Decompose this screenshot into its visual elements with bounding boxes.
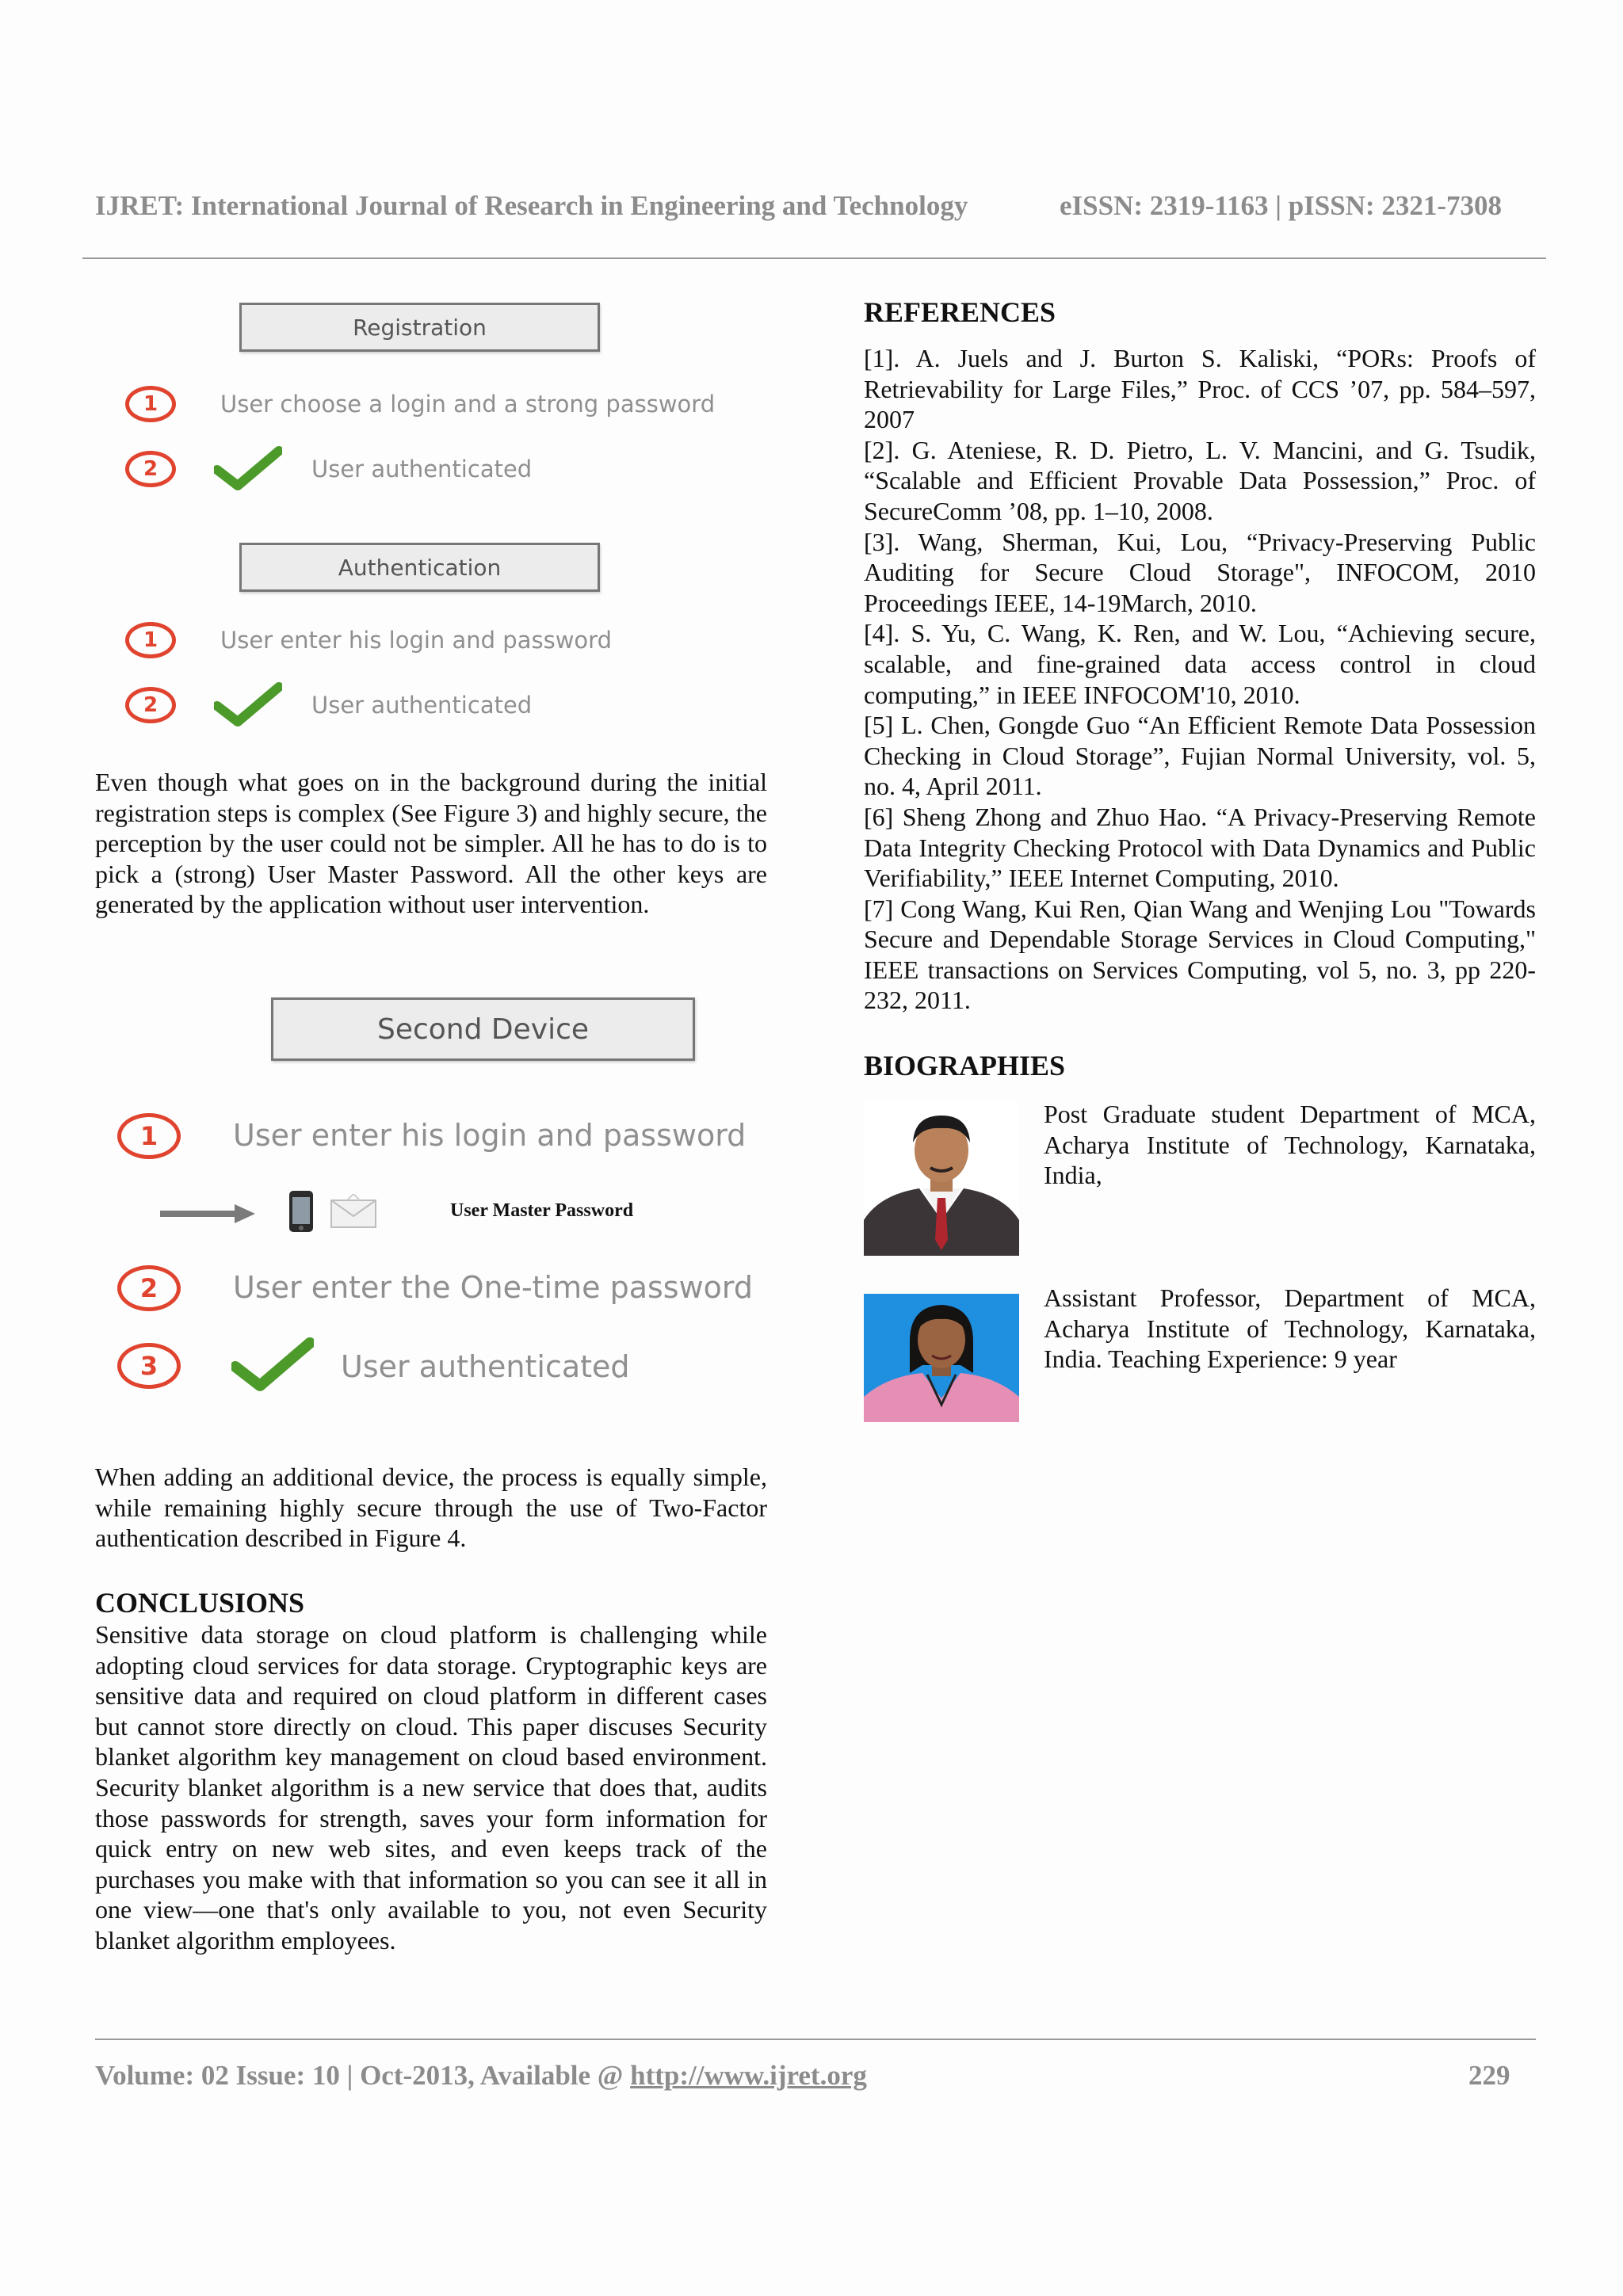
second-step1-text: User enter his login and password [233, 1118, 747, 1153]
smartphone-icon [288, 1189, 315, 1234]
reference-item: [5] L. Chen, Gongde Guo “An Efficient Remote Data Possession Checking in Cloud Storage”, Fujian Normal University, vol. 5, no. 4, April 2011. [864, 711, 1536, 801]
journal-title: IJRET: International Journal of Research in Engineering and Technology [95, 190, 968, 221]
journal-link[interactable]: http://www.ijret.org [630, 2060, 867, 2091]
registration-figure [95, 289, 777, 737]
bio-text: Assistant Professor, Department of MCA, Acharya Institute of Technology, Karnataka, India. Teaching Experience: 9 year [1044, 1283, 1536, 1374]
step-number-icon: 2 [125, 687, 176, 723]
authentication-label: Authentication [338, 554, 502, 581]
checkmark-icon [214, 682, 282, 727]
body-paragraph: Even though what goes on in the background during the initial registration steps is complex (See Figure 3) and highly secure, the perception by the user could not be simpler. All he has to do is to pick a (strong) User Master Password. All the other keys are generated by the application without user intervention. [95, 768, 767, 919]
auth-step2-text: User authenticated [311, 692, 533, 719]
step-number-icon: 3 [117, 1343, 181, 1389]
second-device-figure [95, 986, 777, 1422]
volume-info: Volume: 02 Issue: 10 | Oct-2013, Available @ [95, 2060, 631, 2091]
checkmark-icon [231, 1337, 314, 1392]
bio-text: Post Graduate student Department of MCA, Acharya Institute of Technology, Karnataka, India, [1044, 1100, 1536, 1190]
reference-item: [7] Cong Wang, Kui Ren, Qian Wang and Wenjing Lou "Towards Secure and Dependable Storage Services in Cloud Computing," IEEE transactions on Services Computing, vol 5, no. 3, pp 220-232, 2011. [864, 894, 1536, 1015]
reference-item: [4]. S. Yu, C. Wang, K. Ren, and W. Lou, “Achieving secure, scalable, and fine-grained data access control in cloud computing,” in IEEE INFOCOM'10, 2010. [864, 619, 1536, 709]
step-number-icon: 1 [117, 1113, 181, 1159]
reference-item: [3]. Wang, Sherman, Kui, Lou, “Privacy-Preserving Public Auditing for Secure Cloud Storage", INFOCOM, 2010 Proceedings IEEE, 14-19March, 2010. [864, 527, 1536, 617]
envelope-icon [330, 1194, 379, 1229]
auth-step1-text: User enter his login and password [220, 627, 612, 654]
reg-step2-text: User authenticated [311, 456, 533, 482]
registration-box [239, 303, 600, 352]
authentication-box [239, 543, 600, 592]
reg-step1-text: User choose a login and a strong password [220, 391, 716, 418]
reference-item: [2]. G. Ateniese, R. D. Pietro, L. V. Mancini, and G. Tsudik, “Scalable and Efficient Provable Data Possession,” Proc. of SecureComm ’08, pp. 1–10, 2008. [864, 435, 1536, 525]
step-number-icon: 1 [125, 622, 176, 658]
header-rule [82, 257, 1546, 259]
arrow-right-icon [158, 1202, 257, 1226]
issn-info: eISSN: 2319-1163 | pISSN: 2321-7308 [1060, 190, 1503, 221]
conclusions-text: Sensitive data storage on cloud platform is challenging while adopting cloud services for data storage. Cryptographic keys are sensitive data and required on cloud platform in different cases but cannot store directly on cloud. This paper discuses Security blanket algorithm key management on cloud based environment. Security blanket algorithm is a new service that does that, audits those passwords for strength, saves your form information for quick entry on new web sites, and even keeps track of the purchases you make with that information so you can see it all in one view—one that's only available to you, not even Security blanket algorithm employees. [95, 1620, 767, 1955]
master-password-label: User Master Password [450, 1200, 634, 1221]
references-list [864, 343, 1536, 1016]
biographies-heading: BIOGRAPHIES [864, 1050, 1066, 1081]
second-step2-text: User enter the One-time password [233, 1270, 754, 1305]
second-step3-text: User authenticated [341, 1349, 630, 1384]
body-paragraph: When adding an additional device, the process is equally simple, while remaining highly secure through the use of Two-Factor authentication described in Figure 4. [95, 1463, 767, 1553]
registration-label: Registration [353, 314, 487, 341]
checkmark-icon [214, 446, 282, 490]
reference-item: [6] Sheng Zhong and Zhuo Hao. “A Privacy-Preserving Remote Data Integrity Checking Protocol with Data Dynamics and Public Verifiability,” IEEE Internet Computing, 2010. [864, 802, 1536, 893]
second-device-label: Second Device [376, 1013, 590, 1046]
step-number-icon: 2 [117, 1265, 181, 1311]
author-photo [864, 1101, 1019, 1256]
references-heading: REFERENCES [864, 296, 1056, 328]
conclusions-heading: CONCLUSIONS [95, 1587, 305, 1619]
footer-rule [95, 2039, 1536, 2040]
reference-item: [1]. A. Juels and J. Burton S. Kaliski, “PORs: Proofs of Retrievability for Large Files,” Proc. of CCS ’07, pp. 584–597, 2007 [864, 344, 1536, 434]
page-number: 229 [1468, 2060, 1510, 2091]
step-number-icon: 1 [125, 386, 176, 422]
step-number-icon: 2 [125, 451, 176, 487]
author-photo [864, 1294, 1019, 1422]
footer-volume [95, 2060, 867, 2092]
second-device-box [271, 997, 695, 1061]
